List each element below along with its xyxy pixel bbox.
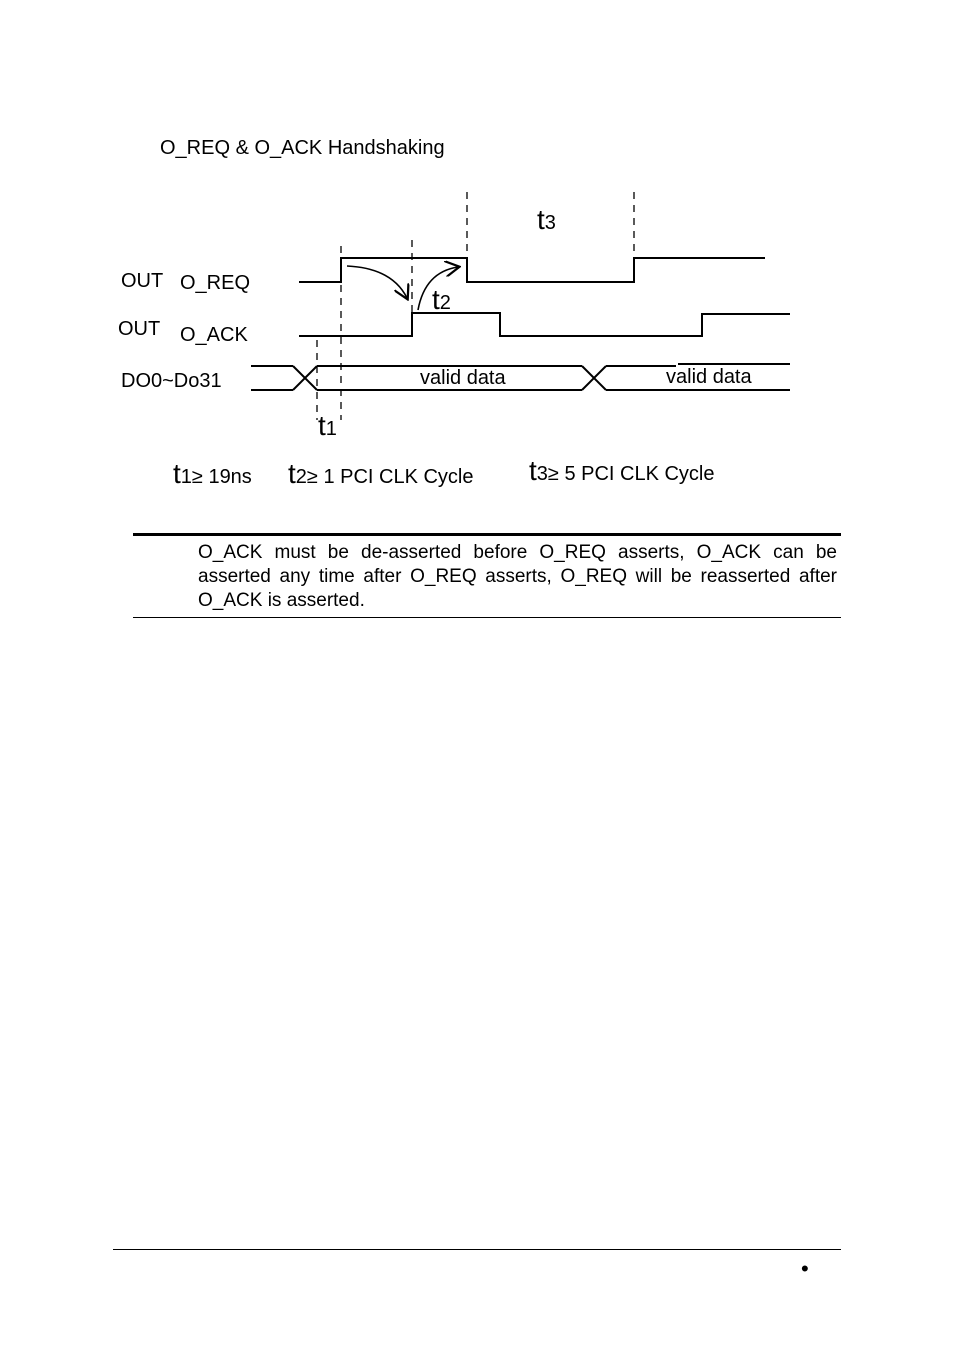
oack-name-label: O_ACK [180, 324, 248, 346]
data-bus-label: DO0~Do31 [121, 370, 222, 392]
footer-bullet: • [801, 1256, 809, 1281]
legend-t1: t1≥ 19ns [173, 458, 252, 489]
legend-t3: t3≥ 5 PCI CLK Cycle [529, 455, 715, 486]
oreq-waveform [299, 258, 765, 282]
figure-title: O_REQ & O_ACK Handshaking [160, 137, 445, 159]
footer-rule [113, 1249, 841, 1250]
oreq-prefix-label: OUT [121, 270, 164, 292]
note-bottom-rule [133, 617, 841, 618]
legend-t2: t2≥ 1 PCI CLK Cycle [288, 458, 474, 489]
t3-mark: t3 [537, 204, 556, 235]
note-text: O_ACK must be de-asserted before O_REQ asserts, O_ACK can be asserted any time after O_REQ asserts, O_REQ will be reasserted after O_ACK is asserted. [198, 542, 837, 611]
note-top-rule [133, 533, 841, 536]
t2-mark: t2 [432, 284, 451, 315]
oack-prefix-label: OUT [118, 318, 161, 340]
handshake-arrow-1 [347, 266, 407, 298]
oreq-name-label: O_REQ [180, 272, 251, 294]
valid-data-label-1: valid data [420, 367, 506, 389]
oack-waveform [299, 313, 790, 336]
t1-mark: t1 [318, 410, 337, 441]
valid-data-label-2: valid data [666, 366, 752, 388]
